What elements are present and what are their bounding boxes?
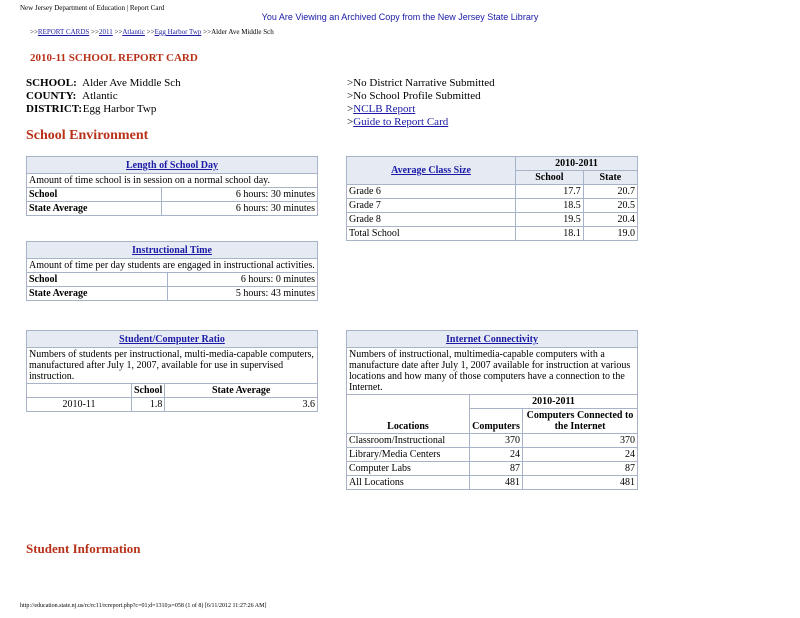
school-value: 17.7	[516, 185, 584, 199]
row-value: 6 hours: 30 minutes	[162, 188, 318, 202]
computer-ratio-description: Numbers of students per instructional, multi-media-capable computers, manufactured after July 1, 2007, available for use in supervised instruction.	[27, 348, 318, 384]
connected-value: 481	[523, 476, 638, 490]
internet-table	[346, 330, 638, 490]
row-label: State Average	[27, 287, 168, 301]
class-size-link[interactable]: Average Class Size	[391, 165, 471, 176]
state-value: 3.6	[165, 398, 318, 412]
page-title: 2010-11 SCHOOL REPORT CARD	[30, 52, 198, 64]
side-links: >No District Narrative Submitted >No School Profile Submitted >NCLB Report >Guide to Report Card	[347, 77, 495, 128]
row-label: Grade 8	[347, 213, 516, 227]
district-value: Egg Harbor Twp	[82, 103, 157, 115]
state-value: 20.4	[583, 213, 637, 227]
computer-ratio-link[interactable]: Student/Computer Ratio	[119, 333, 225, 345]
school-value: 1.8	[132, 398, 165, 412]
class-size-year: 2010-2011	[516, 157, 638, 171]
row-label: All Locations	[347, 476, 470, 490]
computers-value: 481	[470, 476, 523, 490]
instructional-time-table	[26, 241, 318, 301]
year-cell: 2010-11	[27, 398, 132, 412]
archive-notice: You Are Viewing an Archived Copy from the New Jersey State Library	[261, 12, 539, 22]
computers-value: 87	[470, 462, 523, 476]
row-label: Library/Media Centers	[347, 448, 470, 462]
internet-year: 2010-2011	[470, 395, 638, 409]
col-locations: Locations	[347, 395, 470, 434]
row-label: Grade 6	[347, 185, 516, 199]
row-label: Total School	[347, 227, 516, 241]
computers-value: 370	[470, 434, 523, 448]
connected-value: 24	[523, 448, 638, 462]
page-footer-url: http://education.state.nj.us/rc/rc11/rcreport.php?c=01;d=1310;s=058 (1 of 8) [6/11/2012 11:27:26 AM]	[20, 603, 267, 609]
computer-ratio-table	[26, 330, 318, 412]
internet-description: Numbers of instructional, multimedia-capable computers with a manufacture date after July 1, 2007 available for instruction at various locations and how many of those computers have a connection to the Internet.	[347, 348, 638, 395]
class-size-table	[346, 156, 638, 241]
row-value: 6 hours: 0 minutes	[168, 273, 318, 287]
breadcrumb-county[interactable]: Atlantic	[122, 28, 145, 36]
guide-link[interactable]: Guide to Report Card	[353, 116, 449, 128]
school-label: SCHOOL:	[26, 77, 77, 89]
section-school-environment: School Environment	[26, 128, 149, 143]
state-value: 19.0	[583, 227, 637, 241]
length-of-day-table	[26, 156, 318, 216]
row-label: School	[27, 188, 162, 202]
instructional-time-link[interactable]: Instructional Time	[132, 244, 212, 256]
school-value: 18.5	[516, 199, 584, 213]
no-narrative-text: >No District Narrative Submitted	[347, 77, 495, 89]
breadcrumb-year[interactable]: 2011	[98, 28, 113, 36]
col-state-average: State Average	[165, 384, 318, 398]
district-label: DISTRICT:	[26, 103, 83, 115]
col-connected: Computers Connected to the Internet	[523, 409, 638, 434]
breadcrumb-district[interactable]: Egg Harbor Twp	[154, 28, 202, 36]
row-label: State Average	[27, 202, 162, 216]
instructional-time-description: Amount of time per day students are engaged in instructional activities.	[27, 259, 318, 273]
row-value: 6 hours: 30 minutes	[162, 202, 318, 216]
county-value: Atlantic	[82, 90, 118, 102]
state-value: 20.7	[583, 185, 637, 199]
county-label: COUNTY:	[26, 90, 77, 102]
row-label: Computer Labs	[347, 462, 470, 476]
school-value: 18.1	[516, 227, 584, 241]
state-value: 20.5	[583, 199, 637, 213]
row-label: Grade 7	[347, 199, 516, 213]
internet-link[interactable]: Internet Connectivity	[446, 333, 538, 345]
school-info	[26, 77, 181, 116]
col-computers: Computers	[470, 409, 523, 434]
breadcrumb-current: Alder Ave Middle Sch	[211, 28, 274, 36]
school-value: 19.5	[516, 213, 584, 227]
section-student-information: Student Information	[26, 541, 141, 556]
col-school: School	[132, 384, 165, 398]
connected-value: 370	[523, 434, 638, 448]
length-of-day-description: Amount of time school is in session on a normal school day.	[27, 174, 318, 188]
col-school: School	[516, 171, 584, 185]
breadcrumb: >>REPORT CARDS >>2011 >>Atlantic >>Egg Harbor Twp >>Alder Ave Middle Sch	[30, 28, 274, 36]
row-label: Classroom/Instructional	[347, 434, 470, 448]
length-of-day-link[interactable]: Length of School Day	[126, 159, 218, 171]
col-state: State	[583, 171, 637, 185]
nclb-report-link[interactable]: NCLB Report	[353, 103, 416, 115]
document-title: New Jersey Department of Education | Report Card	[20, 4, 165, 12]
computers-value: 24	[470, 448, 523, 462]
row-label: School	[27, 273, 168, 287]
connected-value: 87	[523, 462, 638, 476]
breadcrumb-report-cards[interactable]: REPORT CARDS	[37, 28, 90, 36]
no-profile-text: >No School Profile Submitted	[347, 90, 481, 102]
school-value: Alder Ave Middle Sch	[82, 77, 181, 89]
row-value: 5 hours: 43 minutes	[168, 287, 318, 301]
